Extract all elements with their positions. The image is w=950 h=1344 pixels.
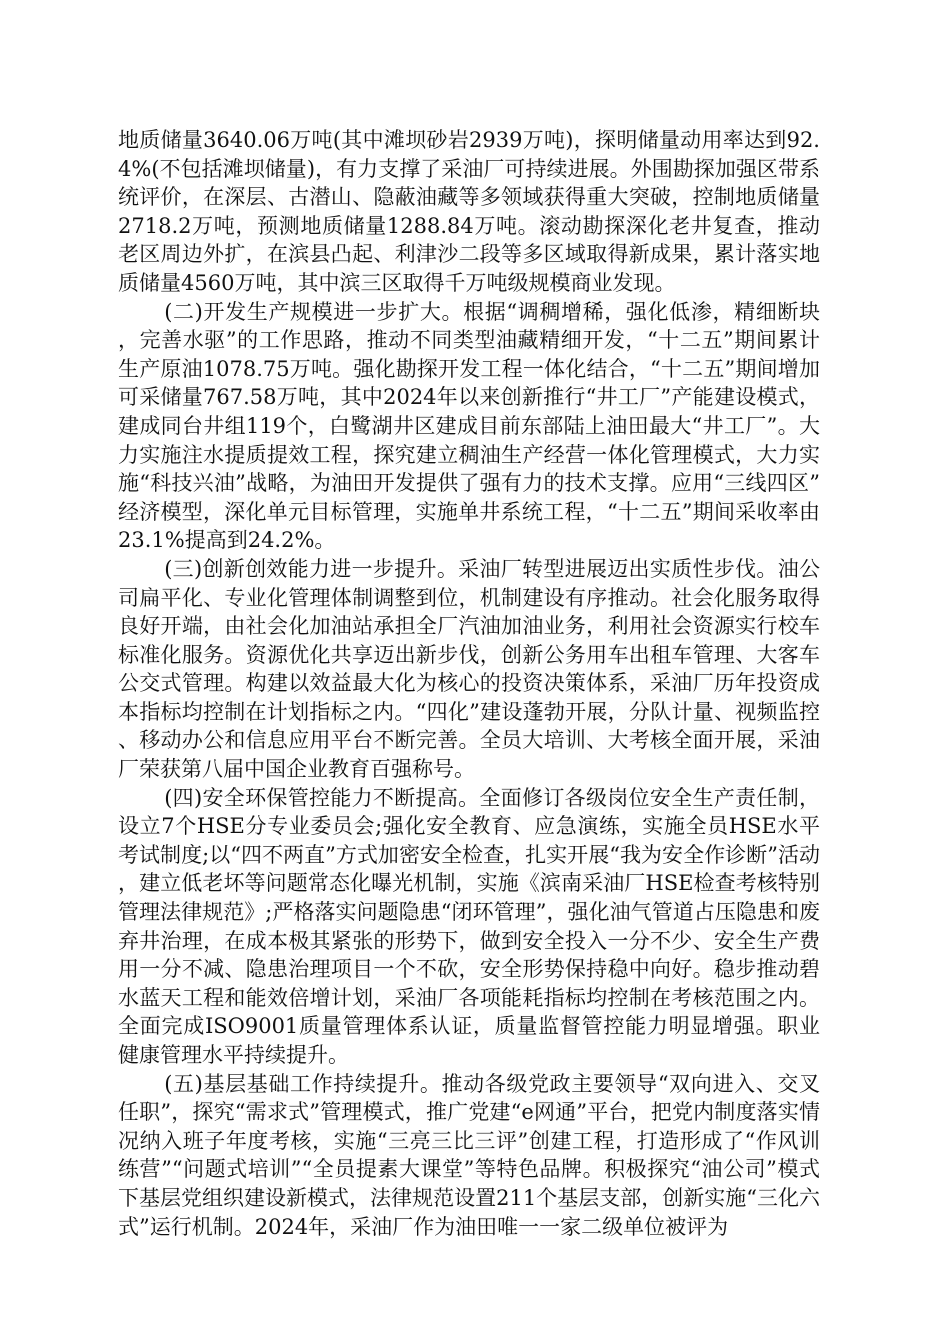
document-body (118, 126, 820, 1241)
paragraph-grassroots: (五)基层基础工作持续提升。推动各级党政主要领导“双向进入、交叉任职”，探究“需求式”管理模式，推广党建“e网通”平台，把党内制度落实情况纳入班子年度考核，实施“三亮三比三评”创建工程，打造形成了“作风训练营”“问题式培训”“全员提素大课堂”等特色品牌。积极探究“油公司”模式下基层党组织建设新模式，法律规范设置211个基层支部，创新实施“三化六式”运行机制。2024年，采油厂作为油田唯一一家二级单位被评为 (118, 1071, 820, 1239)
paragraph-production-scale: (二)开发生产规模进一步扩大。根据“调稠增稀，强化低渗，精细断块，完善水驱”的工作思路，推动不同类型油藏精细开发，“十二五”期间累计生产原油1078.75万吨。强化勘探开发工程一体化结合，“十二五”期间增加可采储量767.58万吨，其中2024年以来创新推行“井工厂”产能建设模式，建成同台井组119个，白鹭湖井区建成目前东部陆上油田最大“井工厂”。大力实施注水提质提效工程，探究建立稠油生产经营一体化管理模式，大力实施“科技兴油”战略，为油田开发提供了强有力的技术支撑。应用“三线四区”经济模型，深化单元目标管理，实施单井系统工程，“十二五”期间采收率由23.1%提高到24.2%。 (118, 299, 820, 553)
paragraph-reserves: 地质储量3640.06万吨(其中滩坝砂岩2939万吨)，探明储量动用率达到92.4%(不包括滩坝储量)，有力支撑了采油厂可持续进展。外围勘探加强区带系统评价，在深层、古潜山、隐蔽油藏等多领域获得重大突破，控制地质储量2718.2万吨，预测地质储量1288.84万吨。滚动勘探深化老井复查，推动老区周边外扩，在滨县凸起、利津沙二段等多区域取得新成果，累计落实地质储量4560万吨，其中滨三区取得千万吨级规模商业发现。 (118, 128, 820, 295)
paragraph-safety-environment: (四)安全环保管控能力不断提高。全面修订各级岗位安全生产责任制，设立7个HSE分专业委员会;强化安全教育、应急演练，实施全员HSE水平考试制度;以“四不两直”方式加密安全检查，扎实开展“我为安全作诊断”活动，建立低老坏等问题常态化曝光机制，实施《滨南采油厂HSE检查考核特别管理法律规范》;严格落实问题隐患“闭环管理”，强化油气管道占压隐患和废弃井治理，在成本极其紧张的形势下，做到安全投入一分不少、安全生产费用一分不减、隐患治理项目一个不砍，安全形势保持稳中向好。稳步推动碧水蓝天工程和能效倍增计划，采油厂各项能耗指标均控制在考核范围之内。全面完成ISO9001质量管理体系认证，质量监督管控能力明显增强。职业健康管理水平持续提升。 (118, 785, 820, 1067)
paragraph-innovation: (三)创新创效能力进一步提升。采油厂转型进展迈出实质性步伐。油公司扁平化、专业化管理体制调整到位，机制建设有序推动。社会化服务取得良好开端，由社会化加油站承担全厂汽油加油业务，利用社会资源实行校车标准化服务。资源优化共享迈出新步伐，创新公务用车出租车管理、大客车公交式管理。构建以效益最大化为核心的投资决策体系，采油厂历年投资成本指标均控制在计划指标之内。“四化”建设蓬勃开展，分队计量、视频监控、移动办公和信息应用平台不断完善。全员大培训、大考核全面开展，采油厂荣获第八届中国企业教育百强称号。 (118, 556, 820, 782)
